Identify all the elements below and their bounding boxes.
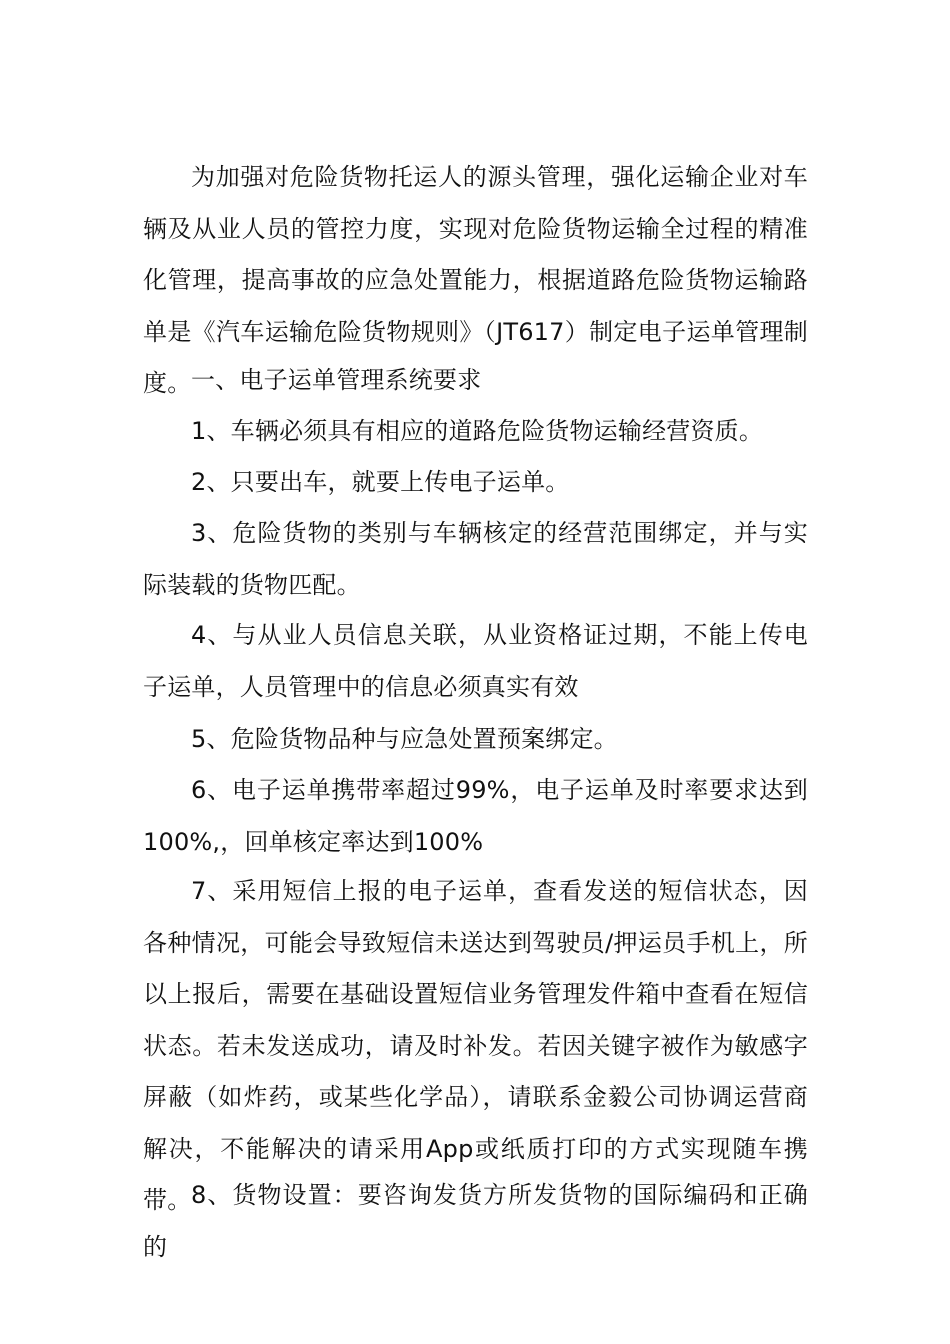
requirement-item-4: 4、与从业人员信息关联，从业资格证过期，不能上传电子运单，人员管理中的信息必须真实有效 (143, 621, 808, 701)
section-heading: 一、电子运单管理系统要求 (191, 366, 482, 394)
requirement-item-5: 5、危险货物品种与应急处置预案绑定。 (191, 725, 618, 753)
requirement-item-6: 6、电子运单携带率超过99%，电子运单及时率要求达到100%,，回单核定率达到100% (143, 776, 808, 856)
requirement-item-3: 3、危险货物的类别与车辆核定的经营范围绑定，并与实际装载的货物匹配。 (143, 519, 808, 599)
requirement-item-7: 7、采用短信上报的电子运单，查看发送的短信状态，因各种情况，可能会导致短信未送达到驾驶员/押运员手机上，所以上报后，需要在基础设置短信业务管理发件箱中查看在短信状态。若未发送成功，请及时补发。若因关键字被作为敏感字屏蔽（如炸药，或某些化学品），请联系金毅公司协调运营商解决，不能解决的请采用App或纸质打印的方式实现随车携带。 (143, 877, 808, 1214)
intro-paragraph: 为加强对危险货物托运人的源头管理，强化运输企业对车辆及从业人员的管控力度，实现对危险货物运输全过程的精准化管理，提高事故的应急处置能力，根据道路危险货物运输路单是《汽车运输危险货物规则》（JT617）制定电子运单管理制度。 (143, 163, 808, 397)
requirement-item-2: 2、只要出车，就要上传电子运单。 (191, 468, 570, 496)
requirement-item-8: 8、货物设置：要咨询发货方所发货物的国际编码和正确的 (143, 1181, 808, 1261)
requirement-item-1: 1、车辆必须具有相应的道路危险货物运输经营资质。 (191, 417, 764, 445)
